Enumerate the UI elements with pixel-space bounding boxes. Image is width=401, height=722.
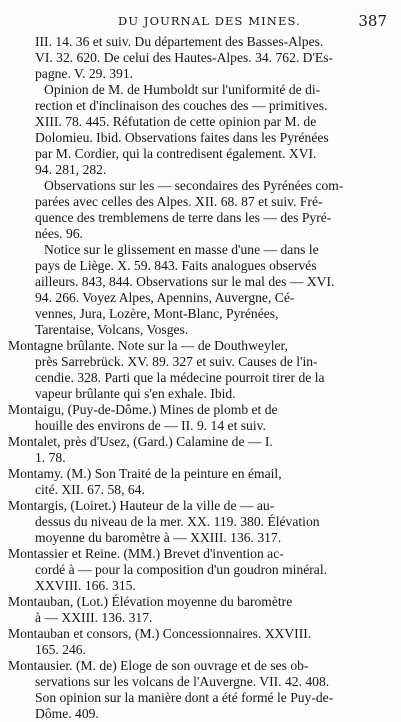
text-line: à — XXIII. 136. 317.: [35, 610, 153, 625]
text-line: cendie. 328. Parti que la médecine pourroit tirer de la: [35, 370, 325, 385]
text-line: Montagne brûlante. Note sur la — de Douthweyler,: [8, 338, 288, 353]
page-number: 387: [358, 12, 387, 30]
text-line: Observations sur les — secondaires des Pyrénées com-: [44, 178, 344, 193]
text-line: Montalet, près d'Usez, (Gard.) Calamine de — I.: [8, 434, 273, 449]
running-header: [0, 12, 401, 30]
text-line: près Sarrebrück. XV. 89. 327 et suiv. Causes de l'in-: [35, 354, 318, 369]
text-line: Notice sur le glissement en masse d'une — dans le: [44, 242, 319, 257]
text-line: Opinion de M. de Humboldt sur l'uniformité de di-: [44, 82, 321, 97]
text-line: vennes, Jura, Lozère, Mont-Blanc, Pyrénées,: [35, 306, 279, 321]
text-line: Dolomieu. Ibid. Observations faites dans les Pyrénées: [35, 130, 329, 145]
text-line: rection et d'inclinaison des couches des — primitives.: [35, 98, 328, 113]
text-line: XIII. 78. 445. Réfutation de cette opinion par M. de: [35, 114, 317, 129]
running-title: DU JOURNAL DES MINES.: [118, 14, 301, 28]
text-line: moyenne du baromètre à — XXIII. 136. 317.: [35, 530, 282, 545]
text-line: dessus du niveau de la mer. XX. 119. 380. Élévation: [35, 514, 320, 529]
text-line: Dôme. 409.: [35, 706, 99, 721]
text-line: vapeur brûlante qui s'en exhale. Ibid.: [35, 386, 236, 401]
text-line: 94. 266. Voyez Alpes, Apennins, Auvergne, Cé-: [35, 290, 295, 305]
text-line: XXVIII. 166. 315.: [35, 578, 136, 593]
text-line: VI. 32. 620. De celui des Hautes-Alpes. 34. 762. D'Es-: [35, 50, 334, 65]
text-line: par M. Cordier, qui la contredisent également. XVI.: [35, 146, 317, 161]
text-line: Montauban, (Lot.) Élévation moyenne du baromètre: [8, 594, 293, 609]
text-line: 94. 281, 282.: [35, 162, 107, 177]
text-line: III. 14. 36 et suiv. Du département des Basses-Alpes.: [35, 34, 324, 49]
text-line: ailleurs. 843, 844. Observations sur le mal des — XVI.: [35, 274, 335, 289]
text-line: cité. XII. 67. 58, 64.: [35, 482, 145, 497]
text-line: 165. 246.: [35, 642, 86, 657]
text-line: quence des tremblemens de terre dans les — des Pyré-: [35, 210, 332, 225]
text-line: 1. 78.: [35, 450, 66, 465]
text-line: Son opinion sur la manière dont a été formé le Puy-de-: [35, 690, 334, 705]
text-line: pagne. V. 29. 391.: [35, 66, 134, 81]
text-line: Montausier. (M. de) Eloge de son ouvrage et de ses ob-: [8, 658, 309, 673]
text-line: houille des environs de — II. 9. 14 et suiv.: [35, 418, 266, 433]
text-line: nées. 96.: [35, 226, 83, 241]
text-line: cordé à — pour la composition d'un goudron minéral.: [35, 562, 328, 577]
text-line: Tarentaise, Volcans, Vosges.: [35, 322, 189, 337]
text-line: Montauban et consors, (M.) Concessionnaires. XXVIII.: [8, 626, 312, 641]
text-line: servations sur les volcans de l'Auvergne. VII. 42. 408.: [35, 674, 330, 689]
text-line: Montamy. (M.) Son Traité de la peinture en émail,: [8, 466, 282, 481]
text-line: parées avec celles des Alpes. XII. 68. 87 et suiv. Fré-: [35, 194, 323, 209]
text-line: Montaigu, (Puy-de-Dôme.) Mines de plomb et de: [8, 402, 278, 417]
text-line: pays de Liège. X. 59. 843. Faits analogues observés: [35, 258, 317, 273]
text-line: Montargis, (Loiret.) Hauteur de la ville de — au-: [8, 498, 275, 513]
text-line: Montassier et Reine. (MM.) Brevet d'invention ac-: [8, 546, 284, 561]
